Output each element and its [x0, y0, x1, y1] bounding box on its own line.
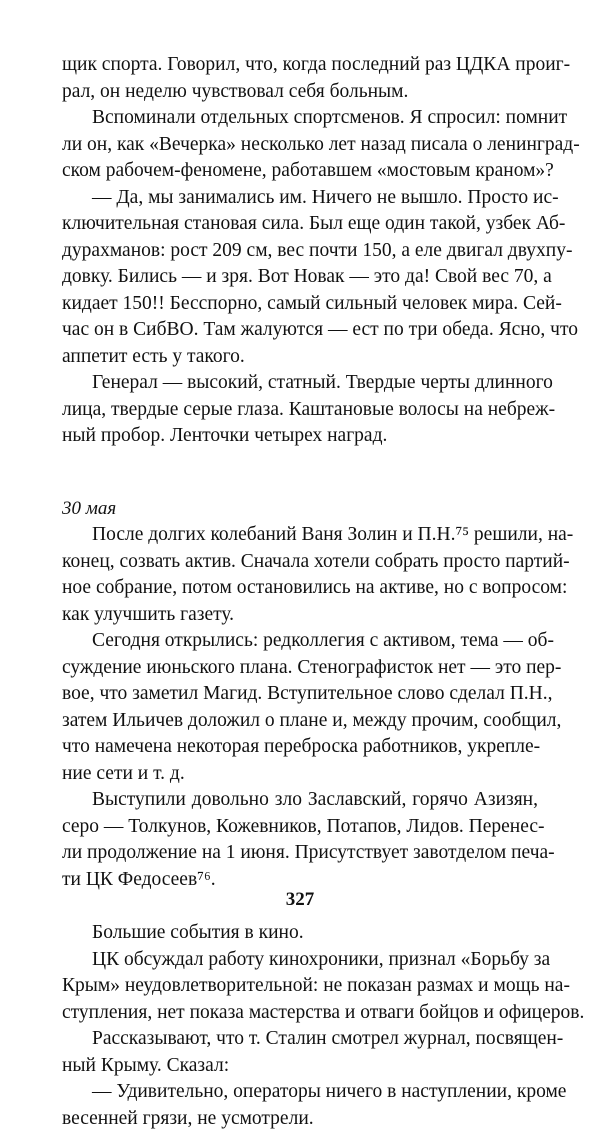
paragraph [62, 522, 538, 628]
text-line: Вспоминали отдельных спортсменов. Я спросил: помнит [62, 105, 538, 132]
text-line: лица, твердые серые глаза. Каштановые волосы на небреж- [62, 397, 538, 424]
page-number: 327 [0, 887, 600, 913]
text-line: как улучшить газету. [62, 602, 538, 629]
text-line: затем Ильичев доложил о плане и, между прочим, сообщил, [62, 708, 538, 735]
text-line: Сегодня открылись: редколлегия с активом, тема — об- [62, 628, 538, 655]
text-line: рал, он неделю чувствовал себя больным. [62, 79, 538, 106]
text-line: аппетит есть у такого. [62, 344, 538, 371]
text-line: — Да, мы занимались им. Ничего не вышло. Просто ис- [62, 185, 538, 212]
text-line: ли он, как «Вечерка» несколько лет назад писала о ленинград- [62, 132, 538, 159]
text-line: щик спорта. Говорил, что, когда последний раз ЦДКА проиг- [62, 52, 538, 79]
text-line: ное собрание, потом остановились на активе, но с вопросом: [62, 575, 538, 602]
paragraph [62, 628, 538, 787]
text-line: ти ЦК Федосеев⁷⁶. [62, 867, 538, 894]
text-line: Выступили довольно зло Заславский, горячо Азизян, [62, 787, 538, 814]
text-block-1 [62, 52, 538, 450]
text-line: ние сети и т. д. [62, 761, 538, 788]
paragraph [62, 1079, 538, 1132]
text-line: Рассказывают, что т. Сталин смотрел журнал, посвящен- [62, 1026, 538, 1053]
text-line: После долгих колебаний Ваня Золин и П.Н.⁷⁵ решили, на- [62, 522, 538, 549]
text-line: ный пробор. Ленточки четырех наград. [62, 423, 538, 450]
text-line: довку. Бились — и зря. Вот Новак — это да! Свой вес 70, а [62, 264, 538, 291]
text-line: ступления, нет показа мастерства и отваги бойцов и офицеров. [62, 1000, 538, 1027]
paragraph [62, 370, 538, 450]
text-line: Генерал — высокий, статный. Твердые черты длинного [62, 370, 538, 397]
text-block-2 [62, 522, 538, 893]
text-line: серо — Толкунов, Кожевников, Потапов, Лидов. Перенес- [62, 814, 538, 841]
paragraph [62, 105, 538, 185]
text-line: вое, что заметил Магид. Вступительное слово сделал П.Н., [62, 681, 538, 708]
text-line: ли продолжение на 1 июня. Присутствует завотделом печа- [62, 840, 538, 867]
section-gap [62, 450, 538, 496]
paragraph [62, 947, 538, 1027]
text-line: конец, созвать актив. Сначала хотели собрать просто партий- [62, 549, 538, 576]
text-line: Крым» неудовлетворительной: не показан размах и мощь на- [62, 973, 538, 1000]
text-line: ный Крыму. Сказал: [62, 1053, 538, 1080]
text-line: час он в СибВО. Там жалуются — ест по три обеда. Ясно, что [62, 317, 538, 344]
paragraph [62, 185, 538, 371]
text-line: что намечена некоторая переброска работников, укрепле- [62, 734, 538, 761]
paragraph [62, 920, 538, 947]
text-line: — Удивительно, операторы ничего в наступлении, кроме [62, 1079, 538, 1106]
text-line: ЦК обсуждал работу кинохроники, признал «Борьбу за [62, 947, 538, 974]
paragraph [62, 1026, 538, 1079]
text-line: ключительная становая сила. Был еще один такой, узбек Аб- [62, 211, 538, 238]
text-line: Большие события в кино. [62, 920, 538, 947]
paragraph [62, 787, 538, 893]
page-body [62, 52, 538, 1132]
text-line: суждение июньского плана. Стенографисток нет — это пер- [62, 655, 538, 682]
text-line: дурахманов: рост 209 см, вес почти 150, а еле двигал двухпу- [62, 238, 538, 265]
text-line: весенней грязи, не усмотрели. [62, 1106, 538, 1132]
text-line: ском рабочем-феномене, работавшем «мостовым краном»? [62, 158, 538, 185]
text-block-3 [62, 920, 538, 1132]
text-line: кидает 150!! Бесспорно, самый сильный человек мира. Сей- [62, 291, 538, 318]
paragraph [62, 52, 538, 105]
date-heading: 30 мая [62, 496, 538, 523]
